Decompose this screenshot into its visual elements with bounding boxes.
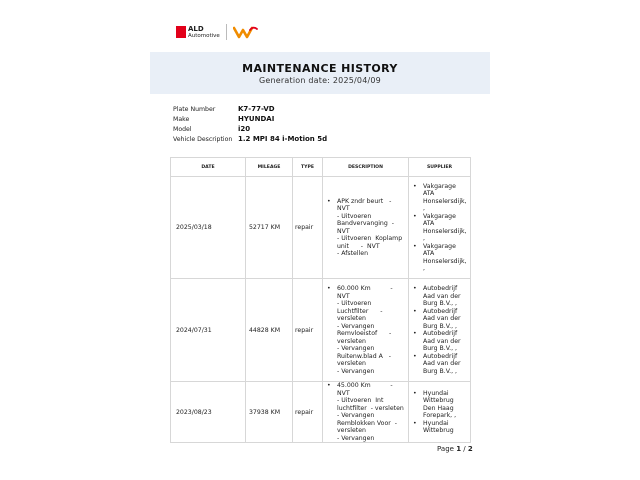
bullet-icon: • bbox=[413, 212, 417, 220]
bullet-icon: • bbox=[327, 382, 331, 389]
logo-divider bbox=[226, 24, 227, 40]
description-item bbox=[327, 198, 406, 258]
bullet-icon: • bbox=[413, 352, 417, 360]
ald-logo-square bbox=[176, 26, 186, 38]
cell-supplier bbox=[409, 279, 471, 382]
bullet-icon: • bbox=[413, 389, 417, 397]
ald-logo-name: ALD bbox=[188, 24, 204, 33]
supplier-item bbox=[413, 308, 468, 331]
cell-mileage: 37938 KM bbox=[246, 382, 293, 443]
table-row bbox=[171, 177, 471, 279]
column-header-date: DATE bbox=[171, 158, 246, 177]
cell-date: 2025/03/18 bbox=[171, 177, 246, 279]
description-list bbox=[323, 285, 408, 375]
description-text: APK zndr beurt - NVT - Uitvoeren Bandvervanging - NVT - Uitvoeren Koplamp unit - NVT - Afstellen bbox=[337, 197, 403, 257]
page-current: 1 bbox=[456, 445, 462, 453]
page-total: 2 bbox=[467, 445, 473, 453]
vehicle-info-row bbox=[173, 134, 327, 144]
vehicle-info-value: K7-77-VD bbox=[238, 105, 275, 113]
supplier-list bbox=[409, 285, 470, 375]
column-header-supplier: SUPPLIER bbox=[409, 158, 471, 177]
maintenance-table bbox=[170, 157, 471, 443]
supplier-text: Vakgarage ATA Honselersdijk, , bbox=[423, 242, 467, 272]
description-text: 45.000 Km - NVT - Uitvoeren Int luchtfilter - versleten - Vervangen Remblokken Voor - versleten - Vervangen bbox=[337, 382, 404, 442]
supplier-text: Vakgarage ATA Honselersdijk, , bbox=[423, 182, 467, 212]
column-header-description: DESCRIPTION bbox=[323, 158, 409, 177]
bullet-icon: • bbox=[413, 285, 417, 292]
bullet-icon: • bbox=[413, 182, 417, 190]
cell-type: repair bbox=[293, 279, 323, 382]
column-header-mileage: MILEAGE bbox=[246, 158, 293, 177]
supplier-list bbox=[409, 183, 470, 273]
generation-date: Generation date: 2025/04/09 bbox=[259, 76, 381, 85]
table-row bbox=[171, 279, 471, 382]
header-logos bbox=[176, 24, 259, 40]
supplier-item bbox=[413, 243, 468, 273]
page-separator: / bbox=[463, 445, 466, 453]
vehicle-info bbox=[173, 104, 327, 144]
ald-logo-text bbox=[188, 26, 220, 39]
supplier-text: Vakgarage ATA Honselersdijk, , bbox=[423, 212, 467, 242]
page-indicator bbox=[437, 445, 473, 453]
cell-description bbox=[323, 177, 409, 279]
cell-mileage: 44828 KM bbox=[246, 279, 293, 382]
supplier-text: Autobedrijf Aad van der Burg B.V., , bbox=[423, 285, 461, 307]
vehicle-info-row bbox=[173, 104, 327, 114]
cell-date: 2023/08/23 bbox=[171, 382, 246, 443]
vehicle-info-row bbox=[173, 114, 327, 124]
supplier-item bbox=[413, 330, 468, 353]
table-row bbox=[171, 382, 471, 443]
column-header-type: TYPE bbox=[293, 158, 323, 177]
description-list bbox=[323, 198, 408, 258]
supplier-text: Hyundai Wittebrug Den Haag Forepark, , bbox=[423, 389, 457, 419]
supplier-text: Autobedrijf Aad van der Burg B.V., , bbox=[423, 330, 461, 352]
cell-type: repair bbox=[293, 177, 323, 279]
supplier-list bbox=[409, 390, 470, 435]
report-header bbox=[150, 52, 490, 94]
vehicle-info-value: 1.2 MPI 84 i-Motion 5d bbox=[238, 135, 328, 143]
bullet-icon: • bbox=[327, 285, 331, 292]
cell-date: 2024/07/31 bbox=[171, 279, 246, 382]
description-item bbox=[327, 285, 406, 375]
cell-supplier bbox=[409, 177, 471, 279]
description-item bbox=[327, 382, 406, 442]
vehicle-info-label: Make bbox=[173, 115, 190, 123]
table-header-row bbox=[171, 158, 471, 177]
cell-type: repair bbox=[293, 382, 323, 443]
vehicle-info-label: Plate Number bbox=[173, 105, 216, 113]
supplier-item bbox=[413, 213, 468, 243]
bullet-icon: • bbox=[327, 197, 331, 205]
vehicle-info-value: HYUNDAI bbox=[238, 115, 275, 123]
bullet-icon: • bbox=[413, 330, 417, 337]
vehicle-info-label: Model bbox=[173, 125, 192, 133]
supplier-item bbox=[413, 183, 468, 213]
supplier-item bbox=[413, 420, 468, 435]
supplier-item bbox=[413, 353, 468, 376]
supplier-text: Hyundai Wittebrug bbox=[423, 419, 454, 434]
supplier-item bbox=[413, 390, 468, 420]
supplier-item bbox=[413, 285, 468, 308]
description-list bbox=[323, 382, 408, 442]
supplier-text: Autobedrijf Aad van der Burg B.V., , bbox=[423, 352, 461, 375]
cell-description bbox=[323, 382, 409, 443]
cell-description bbox=[323, 279, 409, 382]
leaseplan-wave-logo bbox=[233, 25, 259, 39]
page-prefix: Page bbox=[437, 445, 454, 453]
vehicle-info-label: Vehicle Description bbox=[173, 135, 233, 143]
vehicle-info-value: i20 bbox=[238, 125, 251, 133]
ald-logo-sub: Automotive bbox=[188, 32, 220, 39]
bullet-icon: • bbox=[413, 419, 417, 427]
cell-mileage: 52717 KM bbox=[246, 177, 293, 279]
supplier-text: Autobedrijf Aad van der Burg B.V., , bbox=[423, 307, 461, 330]
page-title: MAINTENANCE HISTORY bbox=[242, 62, 398, 75]
vehicle-info-row bbox=[173, 124, 327, 134]
description-text: 60.000 Km - NVT - Uitvoeren Luchtfilter - versleten - Vervangen Remvloeistof - versleten - Vervangen Ruitenw.blad A - versleten - Vervangen bbox=[337, 285, 393, 375]
cell-supplier bbox=[409, 382, 471, 443]
bullet-icon: • bbox=[413, 242, 417, 250]
bullet-icon: • bbox=[413, 307, 417, 315]
